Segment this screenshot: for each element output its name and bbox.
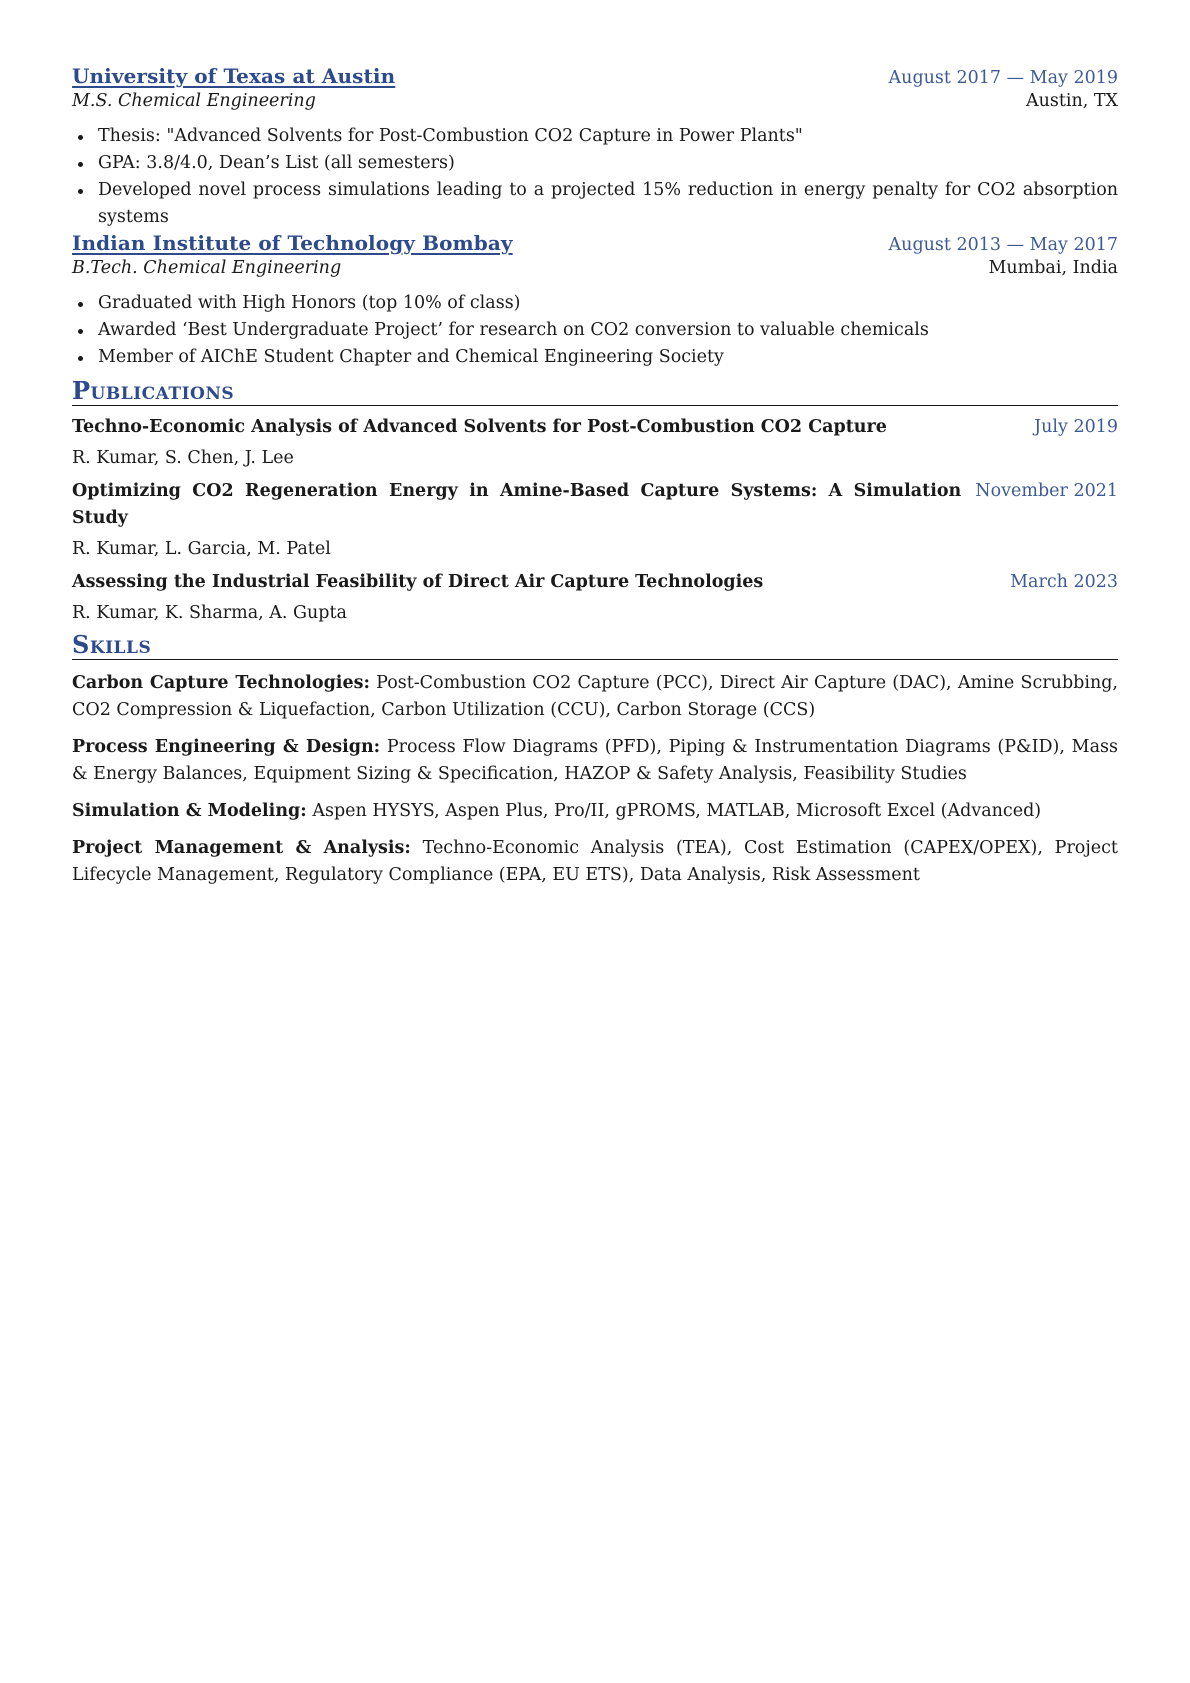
education-bullets bbox=[72, 290, 1118, 371]
skill-list: Process Flow Diagrams (PFD), Piping & Instrumentation Diagrams (P&ID), Mass & Energy Balances, Equipment Sizing & Specification, HAZOP & Safety Analysis, Feasibility Studies bbox=[72, 737, 1118, 784]
bullet-item: Developed novel process simulations leading to a projected 15% reduction in energy penalty for CO2 absorption systems bbox=[98, 177, 1118, 231]
education-subheader bbox=[72, 91, 1118, 111]
publication-authors: R. Kumar, L. Garcia, M. Patel bbox=[72, 539, 331, 559]
skill-label: Process Engineering & Design: bbox=[72, 737, 381, 757]
skill-list: Post-Combustion CO2 Capture (PCC), Direct Air Capture (DAC), Amine Scrubbing, CO2 Compression & Liquefaction, Carbon Utilization (CCU), Carbon Storage (CCS) bbox=[72, 673, 1118, 720]
publication-header bbox=[72, 478, 1118, 532]
education-header bbox=[72, 64, 1118, 88]
education-header bbox=[72, 231, 1118, 255]
skills-heading: Skills bbox=[72, 631, 1118, 660]
bullet-item: Graduated with High Honors (top 10% of class) bbox=[98, 290, 1118, 317]
skill-label: Carbon Capture Technologies: bbox=[72, 673, 370, 693]
education-entry bbox=[72, 231, 1118, 371]
bullet-item: Awarded ‘Best Undergraduate Project’ for research on CO2 conversion to valuable chemicals bbox=[98, 317, 1118, 344]
skill-label: Project Management & Analysis: bbox=[72, 838, 411, 858]
skill-label: Simulation & Modeling: bbox=[72, 801, 307, 821]
bullet-item: GPA: 3.8/4.0, Dean’s List (all semesters) bbox=[98, 150, 1118, 177]
publication-title: Assessing the Industrial Feasibility of Direct Air Capture Technologies bbox=[72, 572, 764, 592]
bullet-item: Member of AIChE Student Chapter and Chemical Engineering Society bbox=[98, 344, 1118, 371]
publication-item bbox=[72, 414, 1118, 470]
institution-name-link[interactable]: University of Texas at Austin bbox=[72, 64, 396, 88]
publication-title: Techno-Economic Analysis of Advanced Solvents for Post-Combustion CO2 Capture bbox=[72, 417, 887, 437]
skill-group bbox=[72, 734, 1118, 788]
education-entry bbox=[72, 64, 1118, 231]
degree: M.S. Chemical Engineering bbox=[72, 91, 316, 111]
publication-authors: R. Kumar, K. Sharma, A. Gupta bbox=[72, 603, 347, 623]
publication-title: Optimizing CO2 Regeneration Energy in Amine-Based Capture Systems: A Simulation Study bbox=[72, 481, 962, 528]
publication-date: November 2021 bbox=[975, 481, 1118, 501]
publication-header bbox=[72, 569, 1118, 596]
skill-list: Aspen HYSYS, Aspen Plus, Pro/II, gPROMS, MATLAB, Microsoft Excel (Advanced) bbox=[312, 801, 1042, 821]
education-dates: August 2013 — May 2017 bbox=[888, 235, 1118, 255]
education-subheader bbox=[72, 258, 1118, 278]
bullet-item: Thesis: "Advanced Solvents for Post-Combustion CO2 Capture in Power Plants" bbox=[98, 123, 1118, 150]
education-bullets bbox=[72, 123, 1118, 231]
publication-authors: R. Kumar, S. Chen, J. Lee bbox=[72, 448, 294, 468]
location: Austin, TX bbox=[1025, 91, 1118, 111]
publications-heading: Publications bbox=[72, 377, 1118, 406]
publication-item bbox=[72, 478, 1118, 561]
publication-date: July 2019 bbox=[1034, 417, 1118, 437]
publication-item bbox=[72, 569, 1118, 625]
location: Mumbai, India bbox=[988, 258, 1118, 278]
institution-name-link[interactable]: Indian Institute of Technology Bombay bbox=[72, 231, 513, 255]
resume-content bbox=[72, 64, 1118, 889]
degree: B.Tech. Chemical Engineering bbox=[72, 258, 342, 278]
skill-group bbox=[72, 670, 1118, 724]
publication-date: March 2023 bbox=[1010, 572, 1118, 592]
education-dates: August 2017 — May 2019 bbox=[888, 68, 1118, 88]
skill-list: Techno-Economic Analysis (TEA), Cost Estimation (CAPEX/OPEX), Project Lifecycle Management, Regulatory Compliance (EPA, EU ETS), Data Analysis, Risk Assessment bbox=[72, 838, 1118, 885]
publication-header bbox=[72, 414, 1118, 441]
skill-group bbox=[72, 798, 1118, 825]
skill-group bbox=[72, 835, 1118, 889]
